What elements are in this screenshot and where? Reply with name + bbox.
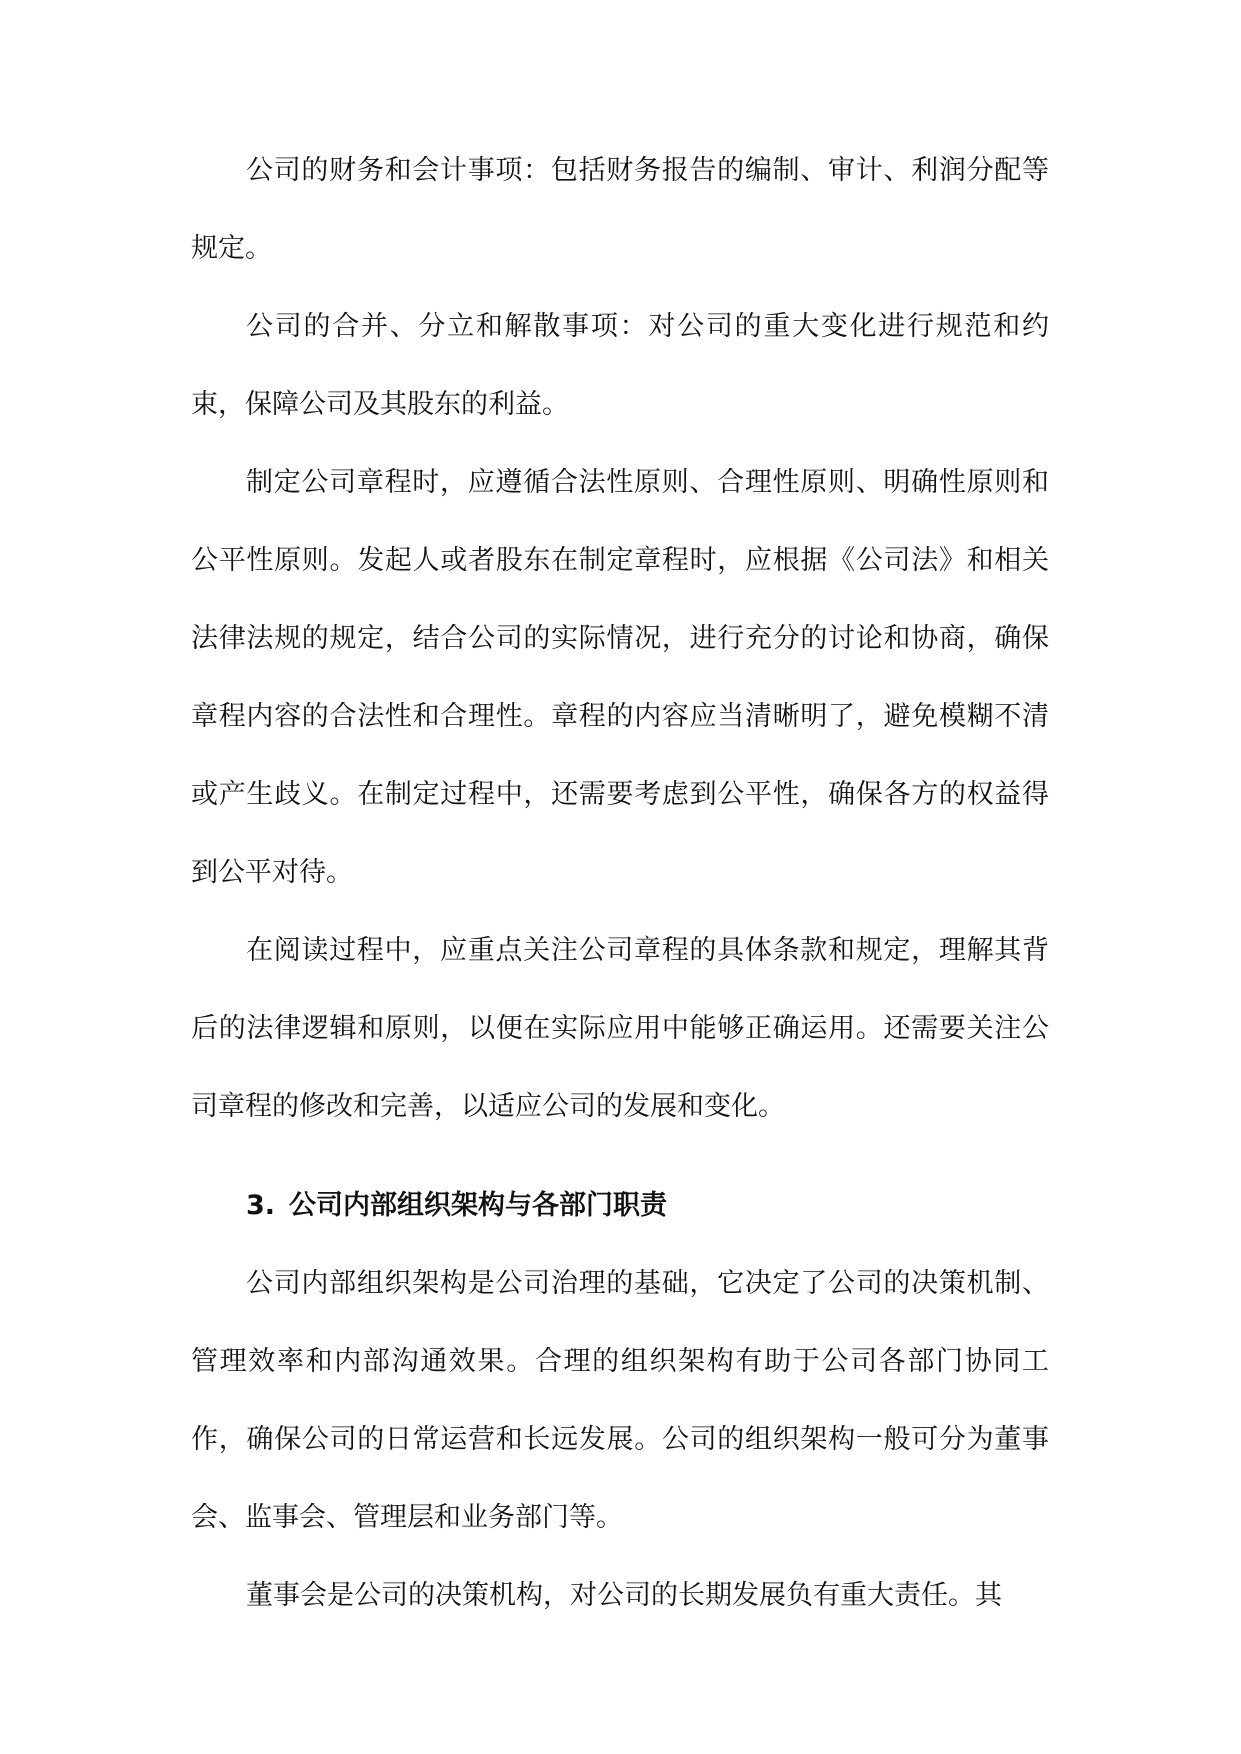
paragraph-reading-focus: 在阅读过程中，应重点关注公司章程的具体条款和规定，理解其背后的法律逻辑和原则，以便在实际应用中能够正确运用。还需要关注公司章程的修改和完善，以适应公司的发展和变化。 — [191, 935, 1049, 1122]
section-title: 公司内部组织架构与各部门职责 — [289, 1190, 668, 1221]
paragraph-org-structure: 公司内部组织架构是公司治理的基础，它决定了公司的决策机制、管理效率和内部沟通效果。合理的组织架构有助于公司各部门协同工作，确保公司的日常运营和长远发展。公司的组织架构一般可分为董事会、监事会、管理层和业务部门等。 — [191, 1268, 1049, 1533]
paragraph-merger: 公司的合并、分立和解散事项：对公司的重大变化进行规范和约束，保障公司及其股东的利益。 — [191, 311, 1049, 420]
paragraph-drafting-principles: 制定公司章程时，应遵循合法性原则、合理性原则、明确性原则和公平性原则。发起人或者股东在制定章程时，应根据《公司法》和相关法律法规的规定，结合公司的实际情况，进行充分的讨论和协商，确保章程内容的合法性和合理性。章程的内容应当清晰明了，避免模糊不清或产生歧义。在制定过程中，还需要考虑到公平性，确保各方的权益得到公平对待。 — [191, 467, 1049, 888]
paragraph-finance: 公司的财务和会计事项：包括财务报告的编制、审计、利润分配等规定。 — [191, 155, 1049, 264]
paragraph-board: 董事会是公司的决策机构，对公司的长期发展负有重大责任。其 — [246, 1580, 1002, 1611]
section-number: 3. — [246, 1190, 276, 1221]
section-heading — [191, 1167, 1049, 1245]
document-page — [191, 132, 1049, 1635]
